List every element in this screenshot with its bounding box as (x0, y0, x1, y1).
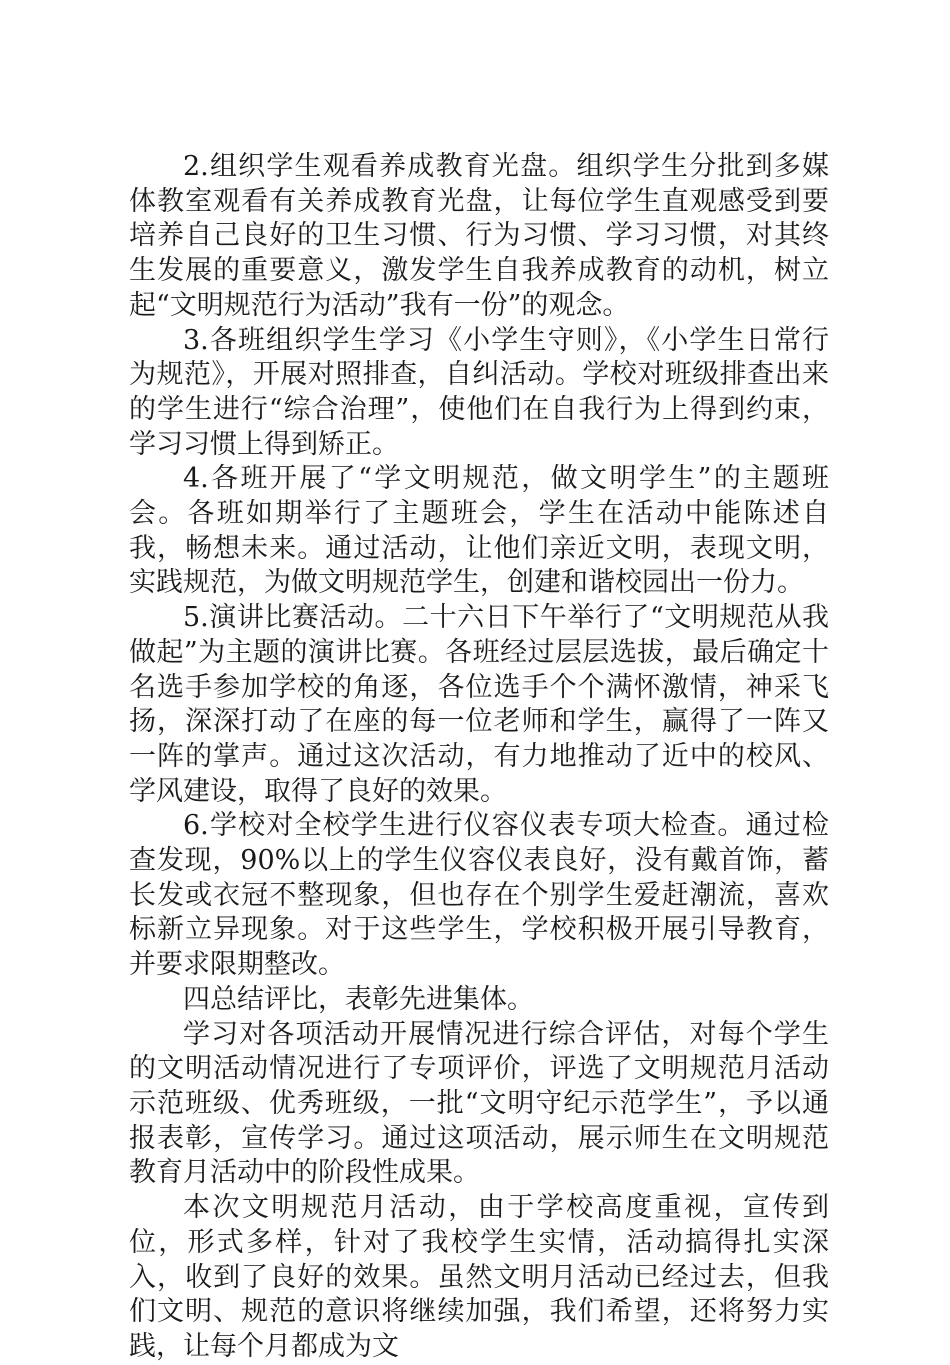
paragraph-conclusion: 本次文明规范月活动，由于学校高度重视，宣传到位，形式多样，针对了我校学生实情，活动搞得扎实深入，收到了良好的效果。虽然文明月活动已经过去，但我们文明、规范的意识将继续加强，我们希望，还将努力实践，让每个月都成为文 (129, 1192, 829, 1362)
section-heading-summary: 四总结评比，表彰先进集体。 (183, 983, 534, 1015)
paragraph-item-4: 4.各班开展了“学文明规范，做文明学生”的主题班会。各班如期举行了主题班会，学生在活动中能陈述自我，畅想未来。通过活动，让他们亲近文明，表现文明，实践规范，为做文明规范学生，创建和谐校园出一份力。 (129, 463, 829, 599)
paragraph-item-3: 3.各班组织学生学习《小学生守则》，《小学生日常行为规范》，开展对照排查，自纠活动。学校对班级排查出来的学生进行“综合治理”，使他们在自我行为上得到约束，学习习惯上得到矫正。 (129, 324, 829, 460)
paragraph-evaluation: 学习对各项活动开展情况进行综合评估，对每个学生的文明活动情况进行了专项评价，评选了文明规范月活动示范班级、优秀班级，一批“文明守纪示范学生”，予以通报表彰，宣传学习。通过这项活动，展示师生在文明规范教育月活动中的阶段性成果。 (129, 1018, 829, 1189)
document-page (129, 150, 829, 1365)
paragraph-item-2: 2.组织学生观看养成教育光盘。组织学生分批到多媒体教室观看有关养成教育光盘，让每位学生直观感受到要培养自己良好的卫生习惯、行为习惯、学习习惯，对其终生发展的重要意义，激发学生自我养成教育的动机，树立起“文明规范行为活动”我有一份”的观念。 (129, 151, 829, 321)
paragraph-item-6: 6.学校对全校学生进行仪容仪表专项大检查。通过检查发现，90%以上的学生仪容仪表良好，没有戴首饰，蓄长发或衣冠不整现象，但也存在个别学生爱赶潮流，喜欢标新立异现象。对于这些学生，学校积极开展引导教育，并要求限期整改。 (129, 810, 829, 981)
paragraph-item-5: 5.演讲比赛活动。二十六日下午举行了“文明规范从我做起”为主题的演讲比赛。各班经过层层选拔，最后确定十名选手参加学校的角逐，各位选手个个满怀激情，神采飞扬，深深打动了在座的每一位老师和学生，赢得了一阵又一阵的掌声。通过这次活动，有力地推动了近中的校风、学风建设，取得了良好的效果。 (129, 602, 829, 807)
